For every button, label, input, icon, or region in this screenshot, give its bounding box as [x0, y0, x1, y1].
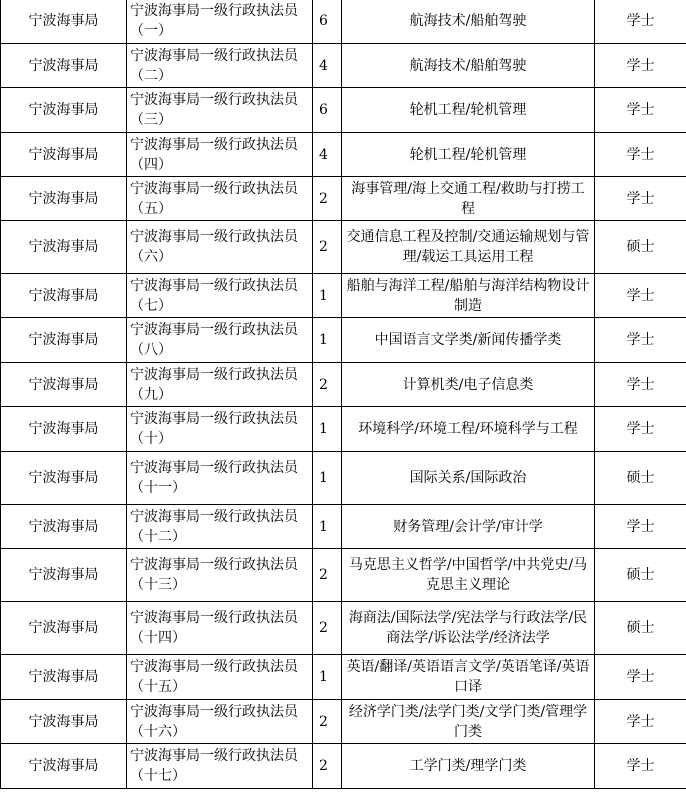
position-cell: 宁波海事局一级行政执法员（四） [127, 133, 313, 177]
org-cell: 宁波海事局 [1, 133, 127, 177]
major-cell: 海事管理/海上交通工程/救助与打捞工程 [342, 177, 595, 221]
major-cell: 轮机工程/轮机管理 [342, 133, 595, 177]
org-cell: 宁波海事局 [1, 318, 127, 363]
degree-cell: 学士 [595, 363, 686, 407]
headcount-cell: 4 [313, 133, 342, 177]
org-cell: 宁波海事局 [1, 549, 127, 602]
degree-cell: 学士 [595, 133, 686, 177]
position-cell: 宁波海事局一级行政执法员（十） [127, 407, 313, 452]
position-cell: 宁波海事局一级行政执法员（一） [127, 0, 313, 44]
headcount-cell: 2 [313, 177, 342, 221]
major-cell: 航海技术/船舶驾驶 [342, 44, 595, 88]
table-row [1, 363, 686, 407]
major-cell: 船舶与海洋工程/船舶与海洋结构物设计制造 [342, 274, 595, 318]
table-row [1, 44, 686, 88]
major-cell: 计算机类/电子信息类 [342, 363, 595, 407]
table-row [1, 221, 686, 274]
headcount-cell: 2 [313, 549, 342, 602]
org-cell: 宁波海事局 [1, 700, 127, 744]
position-cell: 宁波海事局一级行政执法员（十二） [127, 505, 313, 549]
major-cell: 财务管理/会计学/审计学 [342, 505, 595, 549]
degree-cell: 学士 [595, 0, 686, 44]
major-cell: 英语/翻译/英语语言文学/英语笔译/英语口译 [342, 655, 595, 700]
degree-cell: 学士 [595, 88, 686, 133]
major-cell: 轮机工程/轮机管理 [342, 88, 595, 133]
org-cell: 宁波海事局 [1, 452, 127, 505]
position-cell: 宁波海事局一级行政执法员（八） [127, 318, 313, 363]
headcount-cell: 1 [313, 655, 342, 700]
degree-cell: 学士 [595, 407, 686, 452]
headcount-cell: 2 [313, 744, 342, 789]
degree-cell: 学士 [595, 44, 686, 88]
headcount-cell: 1 [313, 407, 342, 452]
table-row [1, 700, 686, 744]
major-cell: 马克思主义哲学/中国哲学/中共党史/马克思主义理论 [342, 549, 595, 602]
position-cell: 宁波海事局一级行政执法员（十一） [127, 452, 313, 505]
headcount-cell: 1 [313, 505, 342, 549]
table-row [1, 133, 686, 177]
headcount-cell: 1 [313, 274, 342, 318]
position-cell: 宁波海事局一级行政执法员（五） [127, 177, 313, 221]
position-cell: 宁波海事局一级行政执法员（十四） [127, 602, 313, 655]
position-cell: 宁波海事局一级行政执法员（三） [127, 88, 313, 133]
degree-cell: 学士 [595, 318, 686, 363]
org-cell: 宁波海事局 [1, 44, 127, 88]
degree-cell: 学士 [595, 700, 686, 744]
degree-cell: 学士 [595, 655, 686, 700]
major-cell: 经济学门类/法学门类/文学门类/管理学门类 [342, 700, 595, 744]
headcount-cell: 2 [313, 363, 342, 407]
org-cell: 宁波海事局 [1, 88, 127, 133]
degree-cell: 学士 [595, 177, 686, 221]
table-row [1, 602, 686, 655]
position-cell: 宁波海事局一级行政执法员（十三） [127, 549, 313, 602]
headcount-cell: 2 [313, 221, 342, 274]
table-row [1, 505, 686, 549]
major-cell: 交通信息工程及控制/交通运输规划与管理/载运工具运用工程 [342, 221, 595, 274]
position-cell: 宁波海事局一级行政执法员（十五） [127, 655, 313, 700]
headcount-cell: 2 [313, 700, 342, 744]
table-row [1, 88, 686, 133]
org-cell: 宁波海事局 [1, 363, 127, 407]
headcount-cell: 4 [313, 44, 342, 88]
major-cell: 国际关系/国际政治 [342, 452, 595, 505]
table-row [1, 549, 686, 602]
table-row [1, 318, 686, 363]
major-cell: 环境科学/环境工程/环境科学与工程 [342, 407, 595, 452]
major-cell: 航海技术/船舶驾驶 [342, 0, 595, 44]
position-cell: 宁波海事局一级行政执法员（二） [127, 44, 313, 88]
position-cell: 宁波海事局一级行政执法员（七） [127, 274, 313, 318]
org-cell: 宁波海事局 [1, 407, 127, 452]
position-cell: 宁波海事局一级行政执法员（九） [127, 363, 313, 407]
org-cell: 宁波海事局 [1, 274, 127, 318]
headcount-cell: 2 [313, 602, 342, 655]
org-cell: 宁波海事局 [1, 505, 127, 549]
degree-cell: 硕士 [595, 549, 686, 602]
degree-cell: 硕士 [595, 602, 686, 655]
headcount-cell: 6 [313, 88, 342, 133]
headcount-cell: 1 [313, 452, 342, 505]
major-cell: 工学门类/理学门类 [342, 744, 595, 789]
table-row [1, 177, 686, 221]
position-cell: 宁波海事局一级行政执法员（十六） [127, 700, 313, 744]
table-row [1, 407, 686, 452]
headcount-cell: 6 [313, 0, 342, 44]
table-row [1, 744, 686, 789]
org-cell: 宁波海事局 [1, 744, 127, 789]
position-cell: 宁波海事局一级行政执法员（十七） [127, 744, 313, 789]
org-cell: 宁波海事局 [1, 0, 127, 44]
table-body [1, 0, 686, 789]
table-row [1, 452, 686, 505]
degree-cell: 学士 [595, 274, 686, 318]
org-cell: 宁波海事局 [1, 221, 127, 274]
org-cell: 宁波海事局 [1, 655, 127, 700]
table-row [1, 0, 686, 44]
position-cell: 宁波海事局一级行政执法员（六） [127, 221, 313, 274]
major-cell: 中国语言文学类/新闻传播学类 [342, 318, 595, 363]
major-cell: 海商法/国际法学/宪法学与行政法学/民商法学/诉讼法学/经济法学 [342, 602, 595, 655]
degree-cell: 学士 [595, 505, 686, 549]
headcount-cell: 1 [313, 318, 342, 363]
org-cell: 宁波海事局 [1, 602, 127, 655]
degree-cell: 硕士 [595, 452, 686, 505]
org-cell: 宁波海事局 [1, 177, 127, 221]
degree-cell: 硕士 [595, 221, 686, 274]
degree-cell: 学士 [595, 744, 686, 789]
table-row [1, 274, 686, 318]
table-row [1, 655, 686, 700]
